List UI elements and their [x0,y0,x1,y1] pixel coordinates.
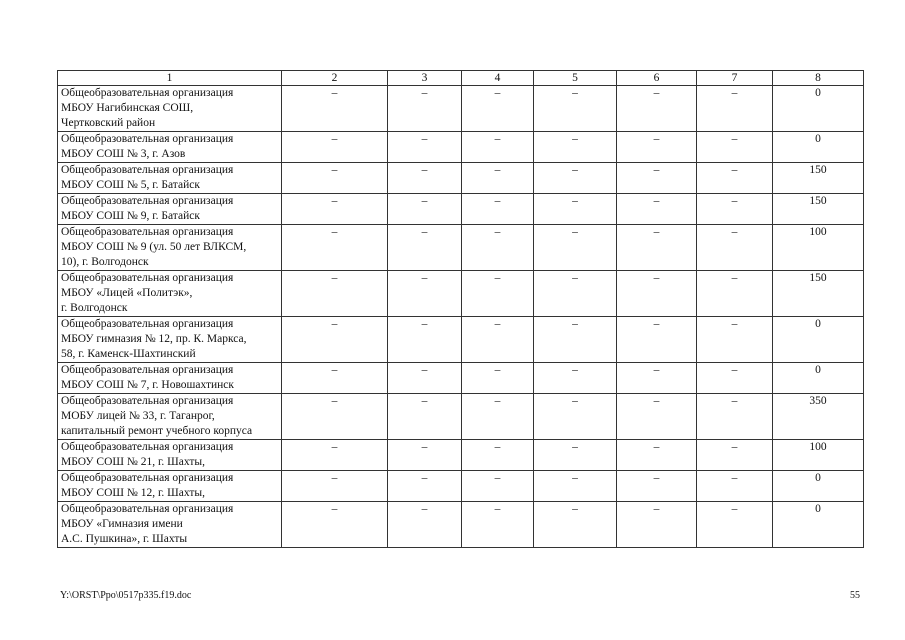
table-cell: 0 [773,86,864,132]
table-row [58,317,864,363]
organization-name: Общеобразовательная организация МБОУ «Гимназия имени А.С. Пушкина», г. Шахты [58,502,282,548]
table-cell: – [462,502,534,548]
table-cell: – [462,471,534,502]
organization-name: Общеобразовательная организация МБОУ СОШ № 12, г. Шахты, [58,471,282,502]
table-cell: – [282,471,388,502]
table-cell: – [388,471,462,502]
table-cell: – [388,225,462,271]
table-cell: – [462,363,534,394]
table-cell: – [534,86,617,132]
header-row [58,71,864,86]
table-cell: 0 [773,471,864,502]
table-cell: 100 [773,440,864,471]
table-cell: 100 [773,225,864,271]
table-cell: – [697,271,773,317]
table-row [58,363,864,394]
table-cell: – [282,194,388,225]
table-cell: – [534,225,617,271]
table-cell: – [282,363,388,394]
table-cell: – [697,86,773,132]
table-cell: – [282,86,388,132]
table-cell: – [534,363,617,394]
table-row [58,440,864,471]
table-row [58,86,864,132]
table-cell: – [617,194,697,225]
table-row [58,471,864,502]
table-cell: – [282,440,388,471]
table-row [58,194,864,225]
table-row [58,132,864,163]
table-cell: – [697,132,773,163]
organization-name: Общеобразовательная организация МБОУ СОШ № 7, г. Новошахтинск [58,363,282,394]
table-cell: – [388,163,462,194]
table-cell: 0 [773,363,864,394]
table-cell: – [697,471,773,502]
table-cell: – [388,86,462,132]
table-cell: 350 [773,394,864,440]
table-cell: – [617,363,697,394]
table-cell: – [388,132,462,163]
table-cell: – [697,502,773,548]
table-cell: – [282,317,388,363]
table-cell: – [534,317,617,363]
table-cell: – [534,194,617,225]
organization-name: Общеобразовательная организация МБОУ «Лицей «Политэк», г. Волгодонск [58,271,282,317]
table-cell: – [534,163,617,194]
table-cell: – [697,225,773,271]
table-cell: 0 [773,317,864,363]
table-cell: – [534,132,617,163]
organization-name: Общеобразовательная организация МОБУ лицей № 33, г. Таганрог, капитальный ремонт учебного корпуса [58,394,282,440]
table-cell: – [534,271,617,317]
table-cell: – [617,163,697,194]
table-cell: – [697,163,773,194]
table-cell: – [388,440,462,471]
table-cell: – [462,163,534,194]
column-header-2: 2 [282,71,388,86]
table-cell: – [388,394,462,440]
table-cell: – [697,440,773,471]
table-cell: – [462,317,534,363]
footer-file-path: Y:\ORST\Ppo\0517p335.f19.doc [60,590,192,601]
column-header-5: 5 [534,71,617,86]
table-cell: – [534,502,617,548]
table-cell: – [617,271,697,317]
page-number: 55 [850,590,860,601]
column-header-6: 6 [617,71,697,86]
organization-name: Общеобразовательная организация МБОУ СОШ № 3, г. Азов [58,132,282,163]
table-cell: – [282,225,388,271]
table-cell: – [697,317,773,363]
table-cell: – [534,471,617,502]
table-cell: – [534,440,617,471]
table-cell: – [462,225,534,271]
table-cell: – [697,394,773,440]
organization-name: Общеобразовательная организация МБОУ гимназия № 12, пр. К. Маркса, 58, г. Каменск-Шахтинский [58,317,282,363]
organization-name: Общеобразовательная организация МБОУ Нагибинская СОШ, Чертковский район [58,86,282,132]
column-header-1: 1 [58,71,282,86]
table-cell: – [697,363,773,394]
table-cell: – [697,194,773,225]
table-cell: – [617,225,697,271]
column-header-3: 3 [388,71,462,86]
table-cell: – [388,502,462,548]
table-cell: – [617,440,697,471]
table-cell: – [282,394,388,440]
table-cell: 0 [773,502,864,548]
table-cell: 150 [773,271,864,317]
table-cell: – [617,86,697,132]
table-cell: – [617,394,697,440]
table-cell: – [462,271,534,317]
table-cell: – [462,440,534,471]
table-row [58,271,864,317]
table-cell: 150 [773,194,864,225]
table-row [58,394,864,440]
table-row [58,502,864,548]
table-cell: – [617,317,697,363]
table-cell: – [462,394,534,440]
organization-name: Общеобразовательная организация МБОУ СОШ № 9 (ул. 50 лет ВЛКСМ, 10), г. Волгодонск [58,225,282,271]
table-cell: 0 [773,132,864,163]
table-cell: – [617,502,697,548]
table-cell: – [282,271,388,317]
table-cell: – [534,394,617,440]
table-cell: – [617,132,697,163]
table-cell: – [282,163,388,194]
column-header-4: 4 [462,71,534,86]
table-cell: – [388,194,462,225]
column-header-7: 7 [697,71,773,86]
organization-name: Общеобразовательная организация МБОУ СОШ № 5, г. Батайск [58,163,282,194]
table-row [58,163,864,194]
table-cell: – [388,363,462,394]
table-cell: – [282,132,388,163]
table-cell: – [462,86,534,132]
table-cell: – [388,271,462,317]
table-cell: – [462,132,534,163]
organization-name: Общеобразовательная организация МБОУ СОШ № 21, г. Шахты, [58,440,282,471]
table-cell: – [462,194,534,225]
table-cell: 150 [773,163,864,194]
budget-table [57,70,864,548]
column-header-8: 8 [773,71,864,86]
table-cell: – [282,502,388,548]
table-row [58,225,864,271]
organization-name: Общеобразовательная организация МБОУ СОШ № 9, г. Батайск [58,194,282,225]
table-cell: – [388,317,462,363]
table-cell: – [617,471,697,502]
